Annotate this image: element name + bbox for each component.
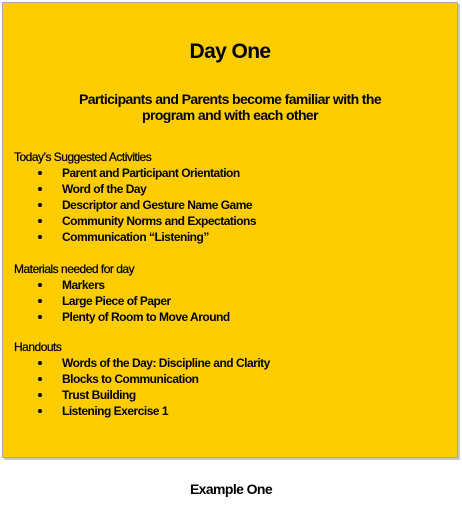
handouts-section [14, 339, 434, 419]
activities-section [14, 149, 434, 245]
bullet-icon [38, 361, 42, 365]
list-item [14, 371, 434, 387]
subtitle-line-1: Participants and Parents become familiar with the [78, 91, 382, 107]
day-subtitle [3, 91, 457, 123]
materials-section [14, 261, 434, 325]
list-item-label: Listening Exercise 1 [62, 404, 169, 418]
materials-list [14, 277, 434, 325]
list-item [14, 277, 434, 293]
list-item [14, 403, 434, 419]
figure-caption: Example One [189, 481, 273, 497]
bullet-icon [38, 409, 42, 413]
list-item-label: Communication “Listening” [62, 230, 209, 244]
list-item [14, 355, 434, 371]
list-item-label: Trust Building [62, 388, 136, 402]
bullet-icon [38, 377, 42, 381]
list-item-label: Descriptor and Gesture Name Game [62, 198, 253, 212]
handouts-heading: Handouts [14, 340, 62, 354]
list-item-label: Word of the Day [62, 182, 147, 196]
list-item-label: Words of the Day: Discipline and Clarity [62, 356, 270, 370]
list-item [14, 165, 434, 181]
activity-card [2, 2, 458, 458]
list-item [14, 197, 434, 213]
activities-heading: Today’s Suggested Activities [14, 150, 152, 164]
list-item [14, 229, 434, 245]
list-item-label: Blocks to Communication [62, 372, 199, 386]
list-item-label: Large Piece of Paper [62, 294, 171, 308]
bullet-icon [38, 187, 42, 191]
bullet-icon [38, 393, 42, 397]
bullet-icon [38, 219, 42, 223]
list-item-label: Parent and Participant Orientation [62, 166, 240, 180]
bullet-icon [38, 235, 42, 239]
bullet-icon [38, 315, 42, 319]
day-title: Day One [189, 40, 271, 63]
bullet-icon [38, 171, 42, 175]
handouts-list [14, 355, 434, 419]
bullet-icon [38, 299, 42, 303]
list-item-label: Plenty of Room to Move Around [62, 310, 230, 324]
subtitle-line-2: program and with each other [142, 107, 318, 123]
activities-list [14, 165, 434, 245]
bullet-icon [38, 203, 42, 207]
materials-heading: Materials needed for day [14, 262, 135, 276]
list-item [14, 309, 434, 325]
list-item-label: Markers [62, 278, 105, 292]
bullet-icon [38, 283, 42, 287]
list-item [14, 387, 434, 403]
list-item-label: Community Norms and Expectations [62, 214, 257, 228]
list-item [14, 293, 434, 309]
list-item [14, 213, 434, 229]
list-item [14, 181, 434, 197]
